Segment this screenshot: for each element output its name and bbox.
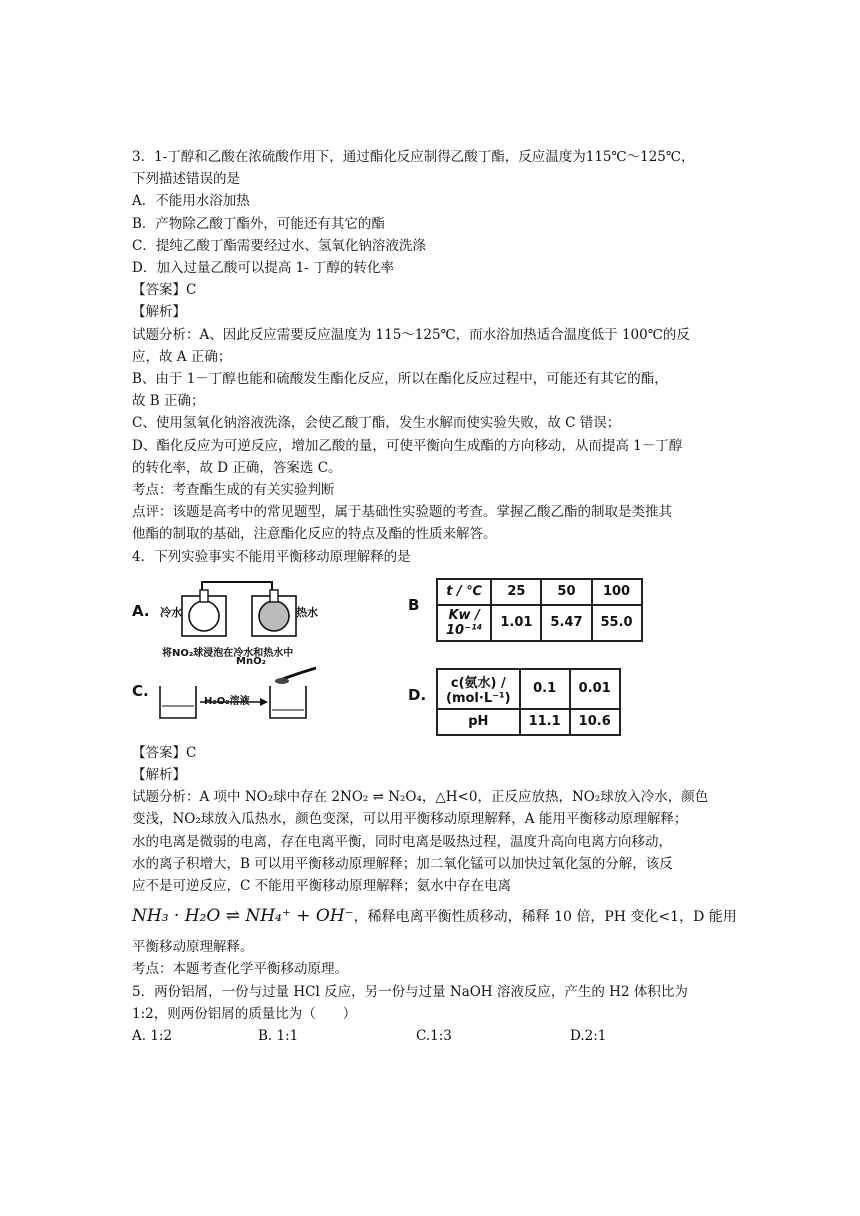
q5-stem-line1: 5．两份铝屑，一份与过量 HCl 反应，另一份与过量 NaOH 溶液反应，产生的 H2 体积比为 (132, 983, 688, 1000)
q5-stem-line2: 1:2，则两份铝屑的质量比为（ ） (132, 1005, 357, 1022)
q4-figures (132, 576, 732, 736)
q3-point: 考点：考查酯生成的有关实验判断 (132, 482, 335, 499)
q4-analysis-line: 水的电离是微弱的电离，存在电离平衡，同时电离是吸热过程，温度升高向电离方向移动， (132, 833, 672, 850)
q3-analysis-line: 的转化率，故 D 正确，答案选 C。 (132, 459, 342, 476)
q3-analysis-line: C、使用氢氧化钠溶液洗涤，会使乙酸丁酯，发生水解而使实验失败，故 C 错误； (132, 415, 621, 432)
figure-a-hot-label: 热水 (296, 605, 318, 619)
ammonia-table-header: pH (437, 709, 520, 735)
q3-comment-line: 他酯的制取的基础，注意酯化反应的特点及酯的性质来解答。 (132, 526, 497, 543)
q4-analysis-line: 试题分析：A 项中 NO₂球中存在 2NO₂ ⇌ N₂O₄，△H<0，正反应放热，NO₂球放入冷水，颜色 (132, 789, 709, 806)
figure-d-label: D. (408, 685, 427, 704)
q4-equation-text: ，稀释电离平衡性质移动，稀释 10 倍，PH 变化<1，D 能用 (353, 909, 737, 926)
ammonia-ionization-equation: NH₃ · H₂O ⇌ NH₄⁺ + OH⁻ (132, 906, 354, 927)
figure-a-caption: 将NO₂球浸泡在冷水和热水中 (162, 647, 294, 659)
figure-c (132, 655, 332, 732)
kw-table-cell: 50 (541, 579, 591, 605)
figure-c-label: C. (132, 681, 149, 700)
figure-c-reagent: MnO₂ (236, 655, 266, 667)
figure-b-label: B (408, 595, 420, 614)
q5-option-a: A. 1:2 (132, 1028, 173, 1045)
figure-a (132, 576, 332, 659)
q3-stem-line1: 3．1-丁醇和乙酸在浓硫酸作用下，通过酯化反应制得乙酸丁酯，反应温度为115℃～125℃， (132, 149, 695, 165)
q4-analysis-line: 水的离子积增大，B 可以用平衡移动原理解释；加二氧化锰可以加快过氧化氢的分解，该反 (132, 855, 673, 872)
ammonia-ph-table (436, 668, 621, 736)
kw-table-cell: 25 (491, 579, 541, 605)
ammonia-table-cell: 10.6 (570, 709, 620, 735)
kw-table-cell: 55.0 (592, 605, 642, 641)
q4-analysis-line: 应不是可逆反应，C 不能用平衡移动原理解释；氨水中存在电离 (132, 878, 512, 895)
q4-analysis-heading: 【解析】 (132, 767, 186, 784)
q5-option-c: C.1:3 (416, 1028, 452, 1045)
q3-option-a: A．不能用水浴加热 (132, 193, 250, 210)
q3-option-d: D．加入过量乙酸可以提高 1- 丁醇的转化率 (132, 260, 395, 277)
q3-analysis-line: 故 B 正确； (132, 393, 205, 410)
q5-option-d: D.2:1 (570, 1028, 607, 1045)
q4-analysis-line: 变浅，NO₂球放入瓜热水，颜色变深，可以用平衡移动原理解释，A 能用平衡移动原理解释； (132, 811, 688, 828)
q3-analysis-line: B、由于 1－丁醇也能和硫酸发生酯化反应，所以在酯化反应过程中，可能还有其它的酯， (132, 371, 668, 388)
q4-stem: 4．下列实验事实不能用平衡移动原理解释的是 (132, 548, 411, 565)
kw-table-header: Kw / 10⁻¹⁴ (437, 605, 491, 641)
figure-a-label: A. (132, 601, 150, 620)
q3-analysis-line: D、酯化反应为可逆反应，增加乙酸的量，可使平衡向生成酯的方向移动，从而提高 1－丁醇 (132, 437, 683, 454)
kw-table-cell: 1.01 (491, 605, 541, 641)
q5-option-b: B. 1:1 (258, 1028, 299, 1045)
q5-options (132, 1025, 732, 1047)
q3-analysis-line: 试题分析：A、因此反应需要反应温度为 115～125℃，而水浴加热适合温度低于 100℃的反 (132, 326, 690, 343)
q3-analysis-heading: 【解析】 (132, 304, 186, 321)
ammonia-table-cell: 0.01 (570, 669, 620, 709)
q3-option-c: C．提纯乙酸丁酯需要经过水、氢氧化钠溶液洗涤 (132, 237, 426, 254)
q3-option-b: B．产物除乙酸丁酯外，可能还有其它的酯 (132, 215, 385, 232)
q4-analysis-line: 平衡移动原理解释。 (132, 939, 254, 956)
kw-table (436, 578, 643, 642)
q3-stem-line2: 下列描述错误的是 (132, 171, 240, 188)
ammonia-table-cell: 11.1 (520, 709, 570, 735)
kw-table-header: t / ℃ (437, 579, 491, 605)
ammonia-table-header: c(氨水) / (mol·L⁻¹) (437, 669, 520, 709)
kw-table-cell: 5.47 (541, 605, 591, 641)
q4-equation-line (132, 897, 737, 936)
kw-table-cell: 100 (592, 579, 642, 605)
q3-analysis-line: 应，故 A 正确； (132, 348, 232, 365)
figure-c-solution: H₂O₂溶液 (204, 695, 250, 707)
ammonia-table-cell: 0.1 (520, 669, 570, 709)
document-page (132, 146, 737, 1047)
q4-answer: 【答案】C (132, 744, 197, 761)
q4-point: 考点：本题考查化学平衡移动原理。 (132, 961, 348, 978)
figure-a-cold-label: 冷水 (160, 605, 182, 619)
q3-comment-line: 点评：该题是高考中的常见题型，属于基础性实验题的考查。掌握乙酸乙酯的制取是类推其 (132, 504, 672, 521)
q3-answer: 【答案】C (132, 282, 197, 299)
